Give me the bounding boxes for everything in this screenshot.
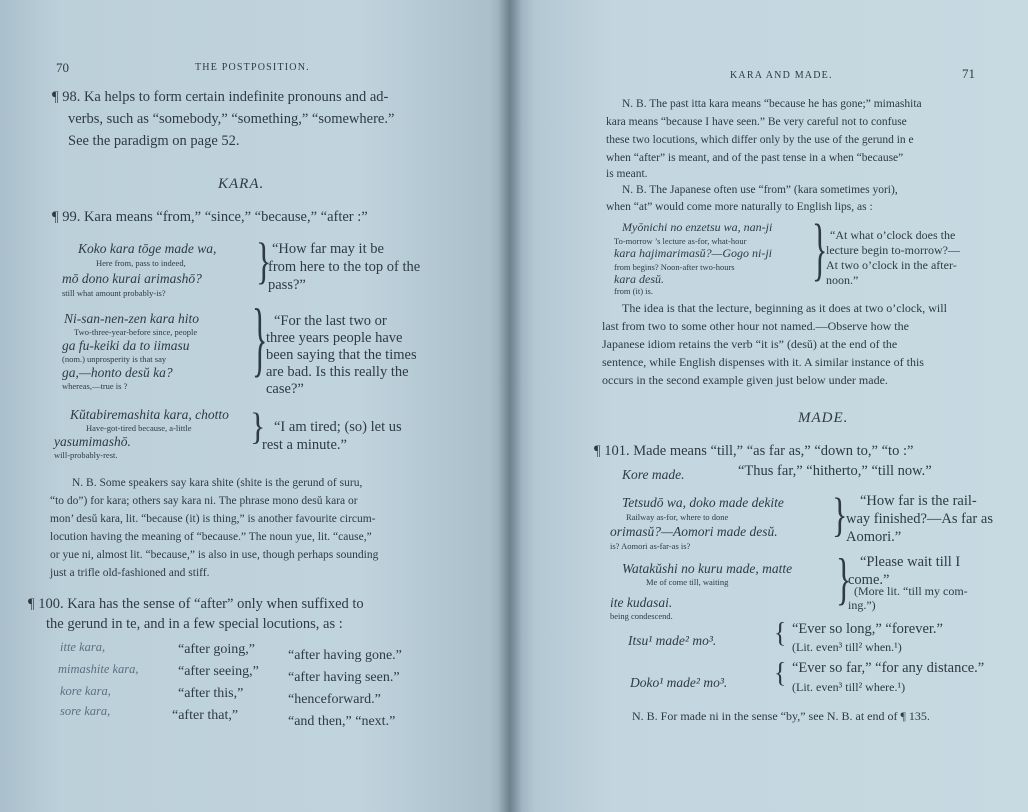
note-line: kara means “because I have seen.” Be very careful not to confuse bbox=[606, 116, 907, 128]
translation-line: “Ever so far,” “for any distance.” bbox=[792, 660, 985, 676]
paragraph-line: occurs in the second example given just below under made. bbox=[602, 373, 888, 387]
section-heading: KARA. bbox=[218, 176, 265, 192]
japanese-line: Kore made. bbox=[622, 467, 685, 482]
translation-line: “Ever so long,” “forever.” bbox=[792, 621, 943, 637]
brace-icon: } bbox=[250, 404, 266, 448]
translation-line: been saying that the times bbox=[266, 347, 417, 363]
table-row-meaning: “after having gone.” bbox=[288, 648, 402, 663]
brace-icon: } bbox=[836, 545, 852, 611]
book-gutter bbox=[498, 0, 522, 812]
gloss-line: whereas,—true is ? bbox=[62, 381, 128, 391]
para-98-line: ¶ 98. Ka helps to form certain indefinite pronouns and ad- bbox=[52, 89, 389, 105]
japanese-line: kara hajimarimasŭ?—Gogo ni-ji bbox=[614, 246, 773, 260]
translation-line: case?” bbox=[266, 381, 304, 397]
gloss-line: Me of come till, waiting bbox=[646, 577, 729, 587]
right-page bbox=[510, 0, 1028, 812]
note-line: when “at” would come more naturally to English lips, as : bbox=[606, 201, 873, 213]
gloss-line: will-probably-rest. bbox=[54, 450, 118, 460]
translation-line: “How far may it be bbox=[272, 241, 384, 257]
para-99: ¶ 99. Kara means “from,” “since,” “because,” “after :” bbox=[52, 209, 368, 225]
brace-icon: { bbox=[774, 616, 787, 649]
translation-line: Aomori.” bbox=[846, 529, 902, 545]
translation-line: from here to the top of the bbox=[268, 259, 421, 275]
japanese-line: ga fu-keiki da to iimasu bbox=[62, 338, 190, 353]
table-row-japanese: kore kara, bbox=[60, 684, 111, 698]
translation-line: “Please wait till I bbox=[860, 554, 961, 570]
note-line: N. B. Some speakers say kara shite (shite is the gerund of suru, bbox=[72, 477, 363, 489]
gloss-line: from (it) is. bbox=[614, 286, 653, 296]
page-number: 71 bbox=[962, 66, 975, 81]
japanese-line: Watakŭshi no kuru made, matte bbox=[622, 561, 793, 576]
para-100-line: ¶ 100. Kara has the sense of “after” only when suffixed to bbox=[28, 596, 364, 612]
translation-line: pass?” bbox=[268, 277, 306, 293]
paragraph-line: sentence, while English dispenses with it. A similar instance of this bbox=[602, 355, 924, 369]
japanese-line: Kŭtabiremashita kara, chotto bbox=[70, 407, 229, 422]
gloss-line: still what amount probably-is? bbox=[62, 288, 166, 298]
note-line: locution having the meaning of “because.” The noun yue, lit. “cause,” bbox=[50, 531, 372, 543]
paragraph-line: last from two to some other hour not named.—Observe how the bbox=[602, 319, 909, 333]
table-row-literal: “after this,” bbox=[178, 686, 244, 701]
japanese-line: mō dono kurai arimashō? bbox=[62, 271, 202, 286]
note-line: when “after” is meant, and of the past tense in a when “because” bbox=[606, 152, 904, 164]
gloss-line: Railway as-for, where to done bbox=[626, 512, 729, 522]
japanese-line: orimasŭ?—Aomori made desŭ. bbox=[610, 524, 778, 539]
paragraph-line: The idea is that the lecture, beginning as it does at two o’clock, will bbox=[622, 301, 947, 315]
translation-line: rest a minute.” bbox=[262, 437, 347, 453]
para-101: ¶ 101. Made means “till,” “as far as,” “down to,” “to :” bbox=[594, 443, 914, 459]
running-head: KARA AND MADE. bbox=[730, 70, 833, 81]
translation-line: (Lit. even³ till² where.¹) bbox=[792, 680, 906, 694]
page-number: 70 bbox=[56, 60, 69, 75]
table-row-literal: “after going,” bbox=[178, 642, 255, 657]
table-row-meaning: “henceforward.” bbox=[288, 692, 381, 707]
table-row-literal: “after that,” bbox=[172, 708, 239, 723]
gloss-line: from begins? Noon-after two-hours bbox=[614, 262, 735, 272]
table-row-japanese: mimashite kara, bbox=[58, 662, 139, 676]
brace-icon: } bbox=[252, 291, 268, 385]
japanese-line: kara desŭ. bbox=[614, 272, 664, 286]
paragraph-line: Japanese idiom retains the verb “it is” (desŭ) at the end of the bbox=[602, 337, 898, 351]
brace-icon: { bbox=[774, 656, 787, 689]
note-line: these two locutions, which differ only by the use of the gerund in e bbox=[606, 134, 914, 146]
note-line: N. B. For made ni in the sense “by,” see N. B. at end of ¶ 135. bbox=[632, 709, 930, 723]
japanese-line: Itsu¹ made² mo³. bbox=[628, 633, 717, 648]
translation-line: “For the last two or bbox=[274, 313, 387, 329]
translation-line: (More lit. “till my com- bbox=[854, 584, 968, 598]
gloss-line: is? Aomori as-far-as is? bbox=[610, 541, 691, 551]
translation-line: way finished?—As far as bbox=[846, 511, 993, 527]
japanese-line: Doko¹ made² mo³. bbox=[630, 675, 728, 690]
translation-line: lecture begin to-morrow?— bbox=[826, 243, 960, 257]
section-heading: MADE. bbox=[798, 410, 849, 426]
translation-line: (Lit. even³ till² when.¹) bbox=[792, 640, 902, 654]
japanese-line: yasumimashō. bbox=[54, 434, 131, 449]
table-row-literal: “after seeing,” bbox=[178, 664, 259, 679]
translation-line: are bad. Is this really the bbox=[266, 364, 409, 380]
japanese-line: ite kudasai. bbox=[610, 595, 673, 610]
gloss-line: (nom.) unprosperity is that say bbox=[62, 354, 167, 364]
table-row-meaning: “after having seen.” bbox=[288, 670, 400, 685]
brace-icon: } bbox=[256, 231, 272, 289]
japanese-line: Ni-san-nen-zen kara hito bbox=[64, 311, 199, 326]
note-line: mon’ desŭ kara, lit. “because (it) is thing,” is another favourite circum- bbox=[50, 513, 376, 525]
gloss-line: being condescend. bbox=[610, 611, 673, 621]
brace-icon: } bbox=[832, 487, 848, 541]
para-98-line: See the paradigm on page 52. bbox=[68, 133, 240, 149]
translation-line: “How far is the rail- bbox=[860, 493, 977, 509]
brace-icon: } bbox=[812, 208, 828, 288]
para-100-line: the gerund in te, and in a few special locutions, as : bbox=[46, 616, 343, 632]
translation-line: ing.”) bbox=[848, 598, 876, 612]
note-line: N. B. The past itta kara means “because he has gone;” mimashita bbox=[622, 98, 922, 110]
gloss-line: Have-got-tired because, a-little bbox=[86, 423, 192, 433]
running-head: THE POSTPOSITION. bbox=[195, 62, 310, 73]
table-row-japanese: sore kara, bbox=[60, 704, 111, 718]
translation-line: noon.” bbox=[826, 273, 859, 287]
gloss-line: Here from, pass to indeed, bbox=[96, 258, 186, 268]
japanese-line: Tetsudō wa, doko made dekite bbox=[622, 495, 784, 510]
para-98-line: verbs, such as “somebody,” “something,” “somewhere.” bbox=[68, 111, 395, 127]
note-line: or yue ni, almost lit. “because,” is also in use, though perhaps sounding bbox=[50, 549, 379, 561]
left-page bbox=[0, 0, 510, 812]
translation-line: come.” bbox=[848, 572, 890, 588]
note-line: is meant. bbox=[606, 168, 648, 180]
translation-line: “At what o’clock does the bbox=[830, 228, 956, 242]
note-line: N. B. The Japanese often use “from” (kara sometimes yori), bbox=[622, 184, 898, 196]
translation-line: three years people have bbox=[266, 330, 403, 346]
japanese-line: Koko kara tōge made wa, bbox=[78, 241, 217, 256]
translation-line: “I am tired; (so) let us bbox=[274, 419, 402, 435]
gloss-line: To-morrow ’s lecture as-for, what-hour bbox=[614, 236, 747, 246]
translation-line: At two o’clock in the after- bbox=[826, 258, 957, 272]
japanese-line: ga,—honto desŭ ka? bbox=[62, 365, 173, 380]
table-row-meaning: “and then,” “next.” bbox=[288, 714, 396, 729]
table-row-japanese: itte kara, bbox=[60, 640, 106, 654]
note-line: just a trifle old-fashioned and stiff. bbox=[50, 567, 210, 579]
japanese-line: Myōnichi no enzetsu wa, nan-ji bbox=[622, 220, 773, 234]
note-line: “to do”) for kara; others say kara ni. The phrase mono desŭ kara or bbox=[50, 495, 358, 507]
translation-line: “Thus far,” “hitherto,” “till now.” bbox=[738, 463, 932, 479]
gloss-line: Two-three-year-before since, people bbox=[74, 327, 198, 337]
